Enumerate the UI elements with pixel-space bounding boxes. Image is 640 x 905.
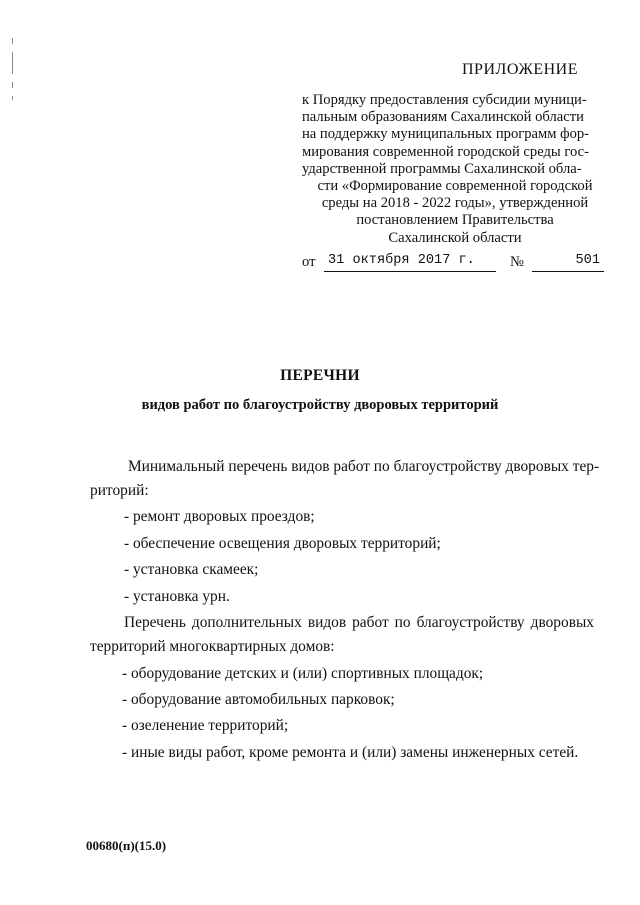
appendix-line: мирования современной городской среды гос- [302,143,589,160]
list-item: - озеленение территорий; [122,717,289,734]
scan-mark [12,96,13,100]
minimal-intro-line: Минимальный перечень видов работ по благоустройству дворовых тер- [128,458,600,475]
appendix-line: постановлением Правительства [356,212,554,229]
appendix-line: пальным образованиям Сахалинской области [302,109,584,126]
additional-intro-line: Перечень дополнительных видов работ по благоустройству дворовых [124,614,594,631]
appendix-block [302,60,608,272]
list-item: - обеспечение освещения дворовых территорий; [124,535,441,552]
scan-mark [12,52,13,74]
appendix-line: ударственной программы Сахалинской обла- [302,160,582,177]
scan-mark [12,38,13,44]
appendix-line: среды на 2018 - 2022 годы», утвержденной [321,195,589,212]
number-label: № [510,253,524,270]
appendix-line: Сахалинской области [388,229,522,246]
appendix-line: к Порядку предоставления субсидии муници- [302,92,587,108]
appendix-line: сти «Формирование современной городской [317,178,593,195]
scan-mark [12,82,13,88]
list-item: - ремонт дворовых проездов; [124,508,315,525]
document-code: 00680(п)(15.0) [86,838,167,853]
document-title: ПЕРЕЧНИ [280,367,360,384]
date-field: 31 октября 2017 г. [324,251,496,272]
additional-intro-line: территорий многоквартирных домов: [90,638,335,655]
signature-row [302,251,608,272]
number-field: 501 [532,251,604,272]
list-item: - оборудование автомобильных парковок; [122,691,395,708]
appendix-title: ПРИЛОЖЕНИЕ [461,61,578,78]
list-item: - установка скамеек; [124,561,259,578]
minimal-intro-line: риторий: [90,482,149,499]
list-item: - оборудование детских и (или) спортивных площадок; [122,665,484,682]
list-item: - иные виды работ, кроме ремонта и (или) замены инженерных сетей. [122,744,579,761]
from-label: от [302,253,316,270]
appendix-line: на поддержку муниципальных программ фор- [302,126,590,143]
document-subtitle: видов работ по благоустройству дворовых территорий [141,397,499,413]
list-item: - установка урн. [124,588,230,605]
